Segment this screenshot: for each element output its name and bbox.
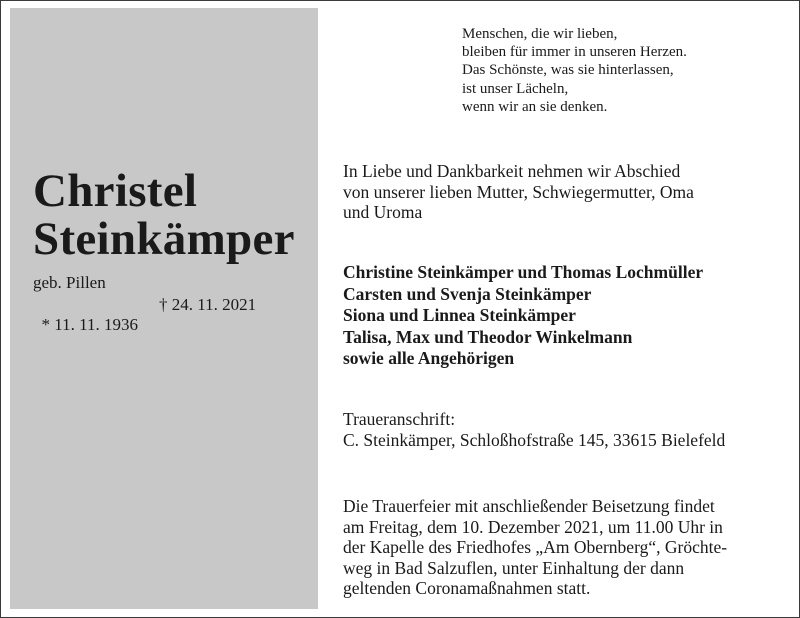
intro-line: und Uroma xyxy=(343,202,423,222)
funeral-notice xyxy=(343,496,727,599)
poem xyxy=(462,25,687,116)
funeral-line: geltenden Coronamaßnahmen statt. xyxy=(343,578,591,598)
poem-line: wenn wir an sie denken. xyxy=(462,98,608,115)
mourner-line: Talisa, Max und Theodor Winkelmann xyxy=(343,326,633,347)
funeral-line: Die Trauerfeier mit anschließender Beisetzung findet xyxy=(343,496,715,516)
mourners-list xyxy=(343,262,703,370)
deceased-name xyxy=(33,167,295,263)
farewell-intro xyxy=(343,161,694,223)
first-name: Christel xyxy=(33,165,198,217)
funeral-line: am Freitag, dem 10. Dezember 2021, um 11.00 Uhr in xyxy=(343,516,723,537)
mourner-line: Siona und Linnea Steinkämper xyxy=(343,305,576,325)
intro-line: von unserer lieben Mutter, Schwiegermutter, Oma xyxy=(343,181,694,202)
mourning-address xyxy=(343,409,725,450)
intro-line: In Liebe und Dankbarkeit nehmen wir Abschied xyxy=(343,161,681,181)
address-label: Traueranschrift: xyxy=(343,409,456,429)
life-dates xyxy=(33,295,257,355)
mourner-line: Carsten und Svenja Steinkämper xyxy=(343,283,592,304)
poem-line: Das Schönste, was sie hinterlassen, xyxy=(462,62,674,79)
poem-line: Menschen, die wir lieben, xyxy=(462,26,618,42)
mourner-line: sowie alle Angehörigen xyxy=(343,348,515,368)
death-date: † 24. 11. 2021 xyxy=(159,295,257,314)
funeral-line: der Kapelle des Friedhofes „Am Obernberg“, Gröchte- xyxy=(343,537,728,557)
mourner-line: Christine Steinkämper und Thomas Lochmüller xyxy=(343,262,704,282)
funeral-line: weg in Bad Salzuflen, unter Einhaltung der dann xyxy=(343,557,685,578)
birth-name: geb. Pillen xyxy=(33,273,106,292)
poem-line: bleiben für immer in unseren Herzen. xyxy=(462,44,687,61)
last-name: Steinkämper xyxy=(33,213,295,265)
address-line: C. Steinkämper, Schloßhofstraße 145, 33615 Bielefeld xyxy=(343,429,726,450)
birth-date: * 11. 11. 1936 xyxy=(41,315,138,334)
poem-line: ist unser Lächeln, xyxy=(462,80,569,97)
